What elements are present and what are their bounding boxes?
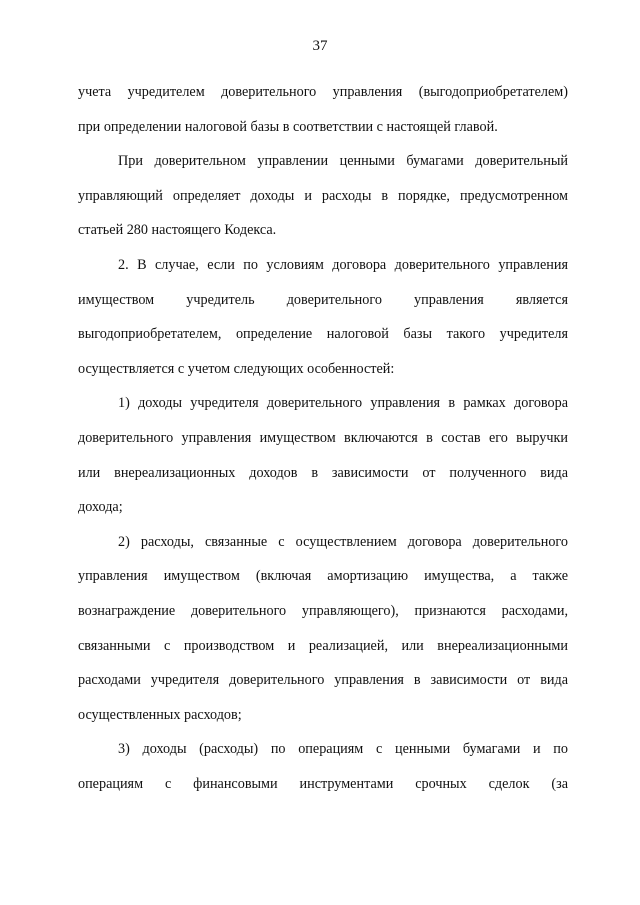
text-line: управления имуществом (включая амортизацию имущества, а также [78, 568, 568, 585]
text-line: 2) расходы, связанные с осуществлением договора доверительного [118, 533, 568, 550]
text-line: или внереализационных доходов в зависимости от полученного вида [78, 464, 568, 481]
text-line: 1) доходы учредителя доверительного управления в рамках договора [118, 395, 568, 412]
text-line: статьей 280 настоящего Кодекса. [78, 222, 277, 239]
body-text [78, 75, 568, 801]
text-line: 3) доходы (расходы) по операциям с ценными бумагами и по [118, 741, 568, 758]
text-line: управляющий определяет доходы и расходы в порядке, предусмотренном [78, 187, 568, 204]
text-line: При доверительном управлении ценными бумагами доверительный [118, 153, 568, 170]
text-line: осуществляется с учетом следующих особенностей: [78, 360, 395, 377]
page-number: 37 [312, 38, 328, 54]
text-line: операциям с финансовыми инструментами срочных сделок (за [78, 775, 568, 792]
text-line: выгодоприобретателем, определение налоговой базы такого учредителя [78, 326, 568, 343]
text-line: имуществом учредитель доверительного управления является [78, 291, 568, 308]
text-line: 2. В случае, если по условиям договора доверительного управления [118, 256, 568, 273]
text-line: доверительного управления имуществом включаются в состав его выручки [78, 429, 568, 446]
text-line: вознаграждение доверительного управляющего), признаются расходами, [78, 602, 568, 619]
text-line: дохода; [78, 499, 123, 516]
text-line: связанными с производством и реализацией, или внереализационными [78, 637, 568, 654]
text-line: при определении налоговой базы в соответствии с настоящей главой. [78, 118, 498, 135]
text-line: осуществленных расходов; [78, 706, 242, 723]
text-line: расходами учредителя доверительного управления в зависимости от вида [78, 672, 568, 689]
text-line: учета учредителем доверительного управления (выгодоприобретателем) [78, 84, 568, 100]
